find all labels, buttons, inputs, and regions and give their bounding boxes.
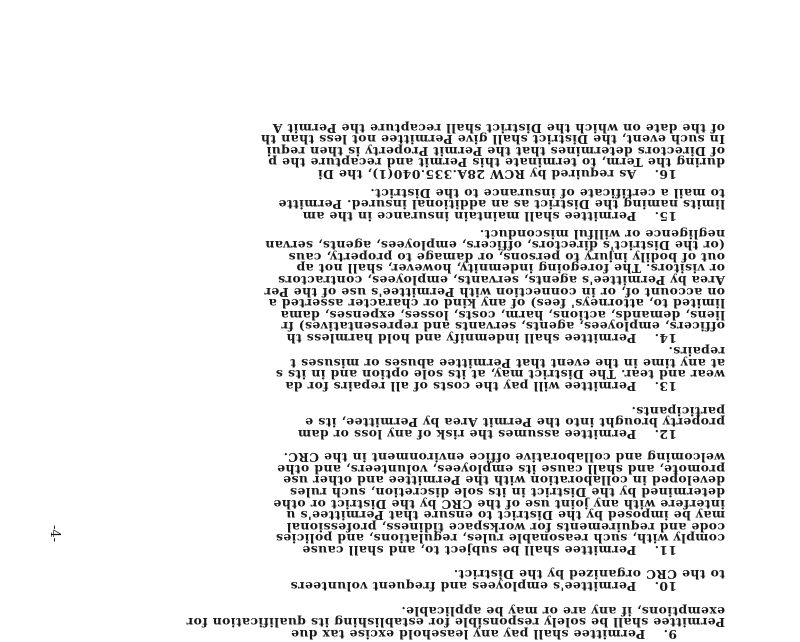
paragraph-line: participants. xyxy=(631,403,725,419)
paragraph-line: (or the District's directors, officers, employees, agents, servan xyxy=(264,238,725,254)
paragraph-text: Permittee assumes the risk of any loss or dam xyxy=(297,427,637,442)
paragraph-line xyxy=(85,428,725,440)
paragraph-line: exemptions, if any are or may be applicable. xyxy=(400,603,725,619)
paragraph-line: limited to, attorneys' fees) of any kind or character asserted a xyxy=(268,296,725,312)
paragraph-text: Permittee shall pay any leasehold excise tax due xyxy=(290,627,646,642)
paragraph-line: negligence or willful misconduct. xyxy=(479,226,725,242)
paragraph-line: developed in collaboration with the Permittee and other use xyxy=(282,473,725,489)
paragraph-line: comply with, such reasonable rules, regulations, and policies xyxy=(275,531,725,547)
paragraph-line: determined by the District in its sole discretion, such rules xyxy=(289,485,725,501)
paragraph-line xyxy=(85,210,725,222)
paragraph-11 xyxy=(85,452,725,556)
paragraph-text: Permittee's employees and frequent volunteers xyxy=(290,579,637,594)
paragraph-number: 9. xyxy=(663,627,677,642)
paragraph-line: at any time in the event that Permittee abuses or misuses t xyxy=(289,355,725,371)
paragraph-line: Area by Permittee's agents, servants, employees, contractors xyxy=(277,273,725,289)
paragraph-10 xyxy=(85,569,725,592)
paragraph-line xyxy=(85,628,725,640)
paragraph-line: during the Term, to terminate this Permit and recapture the p xyxy=(267,155,725,171)
paragraph-line: promote, and shall cause its employees, volunteers, and othe xyxy=(276,461,725,477)
paragraph-number: 14. xyxy=(654,331,677,346)
paragraph-number: 13. xyxy=(654,379,677,394)
paragraph-9 xyxy=(85,605,725,640)
paragraph-16 xyxy=(85,122,725,180)
paragraph-line xyxy=(85,332,725,344)
paragraph-14 xyxy=(85,228,725,344)
paragraph-number: 10. xyxy=(654,579,677,594)
paragraph-line: to the CRC organized by the District. xyxy=(453,567,725,583)
paragraph-line: out of bodily injury to persons, or damage to property, caus xyxy=(288,249,725,265)
paragraph-line: or visitors. The foregoing indemnity, however, shall not ap xyxy=(296,261,725,277)
paragraph-line: code and requirements for workspace tidiness, professional xyxy=(286,519,725,535)
paragraph-line: Permittee shall be solely responsible for establishing its qualification for xyxy=(186,615,725,631)
paragraph-line: In such event, the District shall give Permittee not less than th xyxy=(260,132,725,148)
paragraph-line xyxy=(85,580,725,592)
paragraph-text: Permittee shall maintain insurance in the am xyxy=(302,209,637,224)
paragraph-number: 15. xyxy=(654,209,677,224)
paragraph-line: liens, demands, actions, harm, costs, losses, expenses, dama xyxy=(280,307,725,323)
page-number: -4- xyxy=(47,525,62,543)
paragraph-line: officers, employees, agents, servants and representatives) fr xyxy=(281,319,725,335)
paragraph-line: repairs. xyxy=(668,344,725,360)
paragraph-line: may be imposed by the District to ensure that Permittee's u xyxy=(286,508,725,524)
paragraph-line xyxy=(85,544,725,556)
paragraph-number: 11. xyxy=(654,543,677,558)
paragraph-line: of Directors determines that the Permit Property is then requi xyxy=(266,143,725,159)
paragraph-line: wear and tear. The District may, at its sole option and in its s xyxy=(275,367,725,383)
paragraph-line xyxy=(85,168,725,180)
rotated-page-content xyxy=(85,120,725,642)
paragraph-line: of the date on which the District shall recapture the Permit A xyxy=(272,120,725,136)
paragraph-13 xyxy=(85,346,725,392)
paragraph-line: to mail a certificate of insurance to the District. xyxy=(370,185,725,201)
paragraph-line xyxy=(85,380,725,392)
paragraph-line: property brought into the Permit Area by Permittee, its e xyxy=(304,415,725,431)
paragraph-number: 12. xyxy=(654,427,677,442)
paragraph-text: As required by RCW 28A.335.040(1), the Di xyxy=(317,167,637,182)
paragraph-12 xyxy=(85,405,725,440)
paragraph-number: 16. xyxy=(654,167,677,182)
paragraph-line: interfere with any joint use of the CRC by the District or othe xyxy=(273,496,725,512)
paragraph-text: Permittee shall be subject to, and shall cause xyxy=(302,543,637,558)
paragraph-text: Permittee shall indemnify and hold harmless th xyxy=(286,331,637,346)
paragraph-text: Permittee will pay the costs of all repairs for da xyxy=(285,379,637,394)
paragraph-15 xyxy=(85,187,725,222)
paragraph-line: on account of, or in connection with Permittee's use of the Per xyxy=(264,284,725,300)
paragraph-line: limits naming the District as an additional insured. Permitte xyxy=(278,197,725,213)
paragraph-line: welcoming and collaborative office environment in the CRC. xyxy=(283,450,725,466)
